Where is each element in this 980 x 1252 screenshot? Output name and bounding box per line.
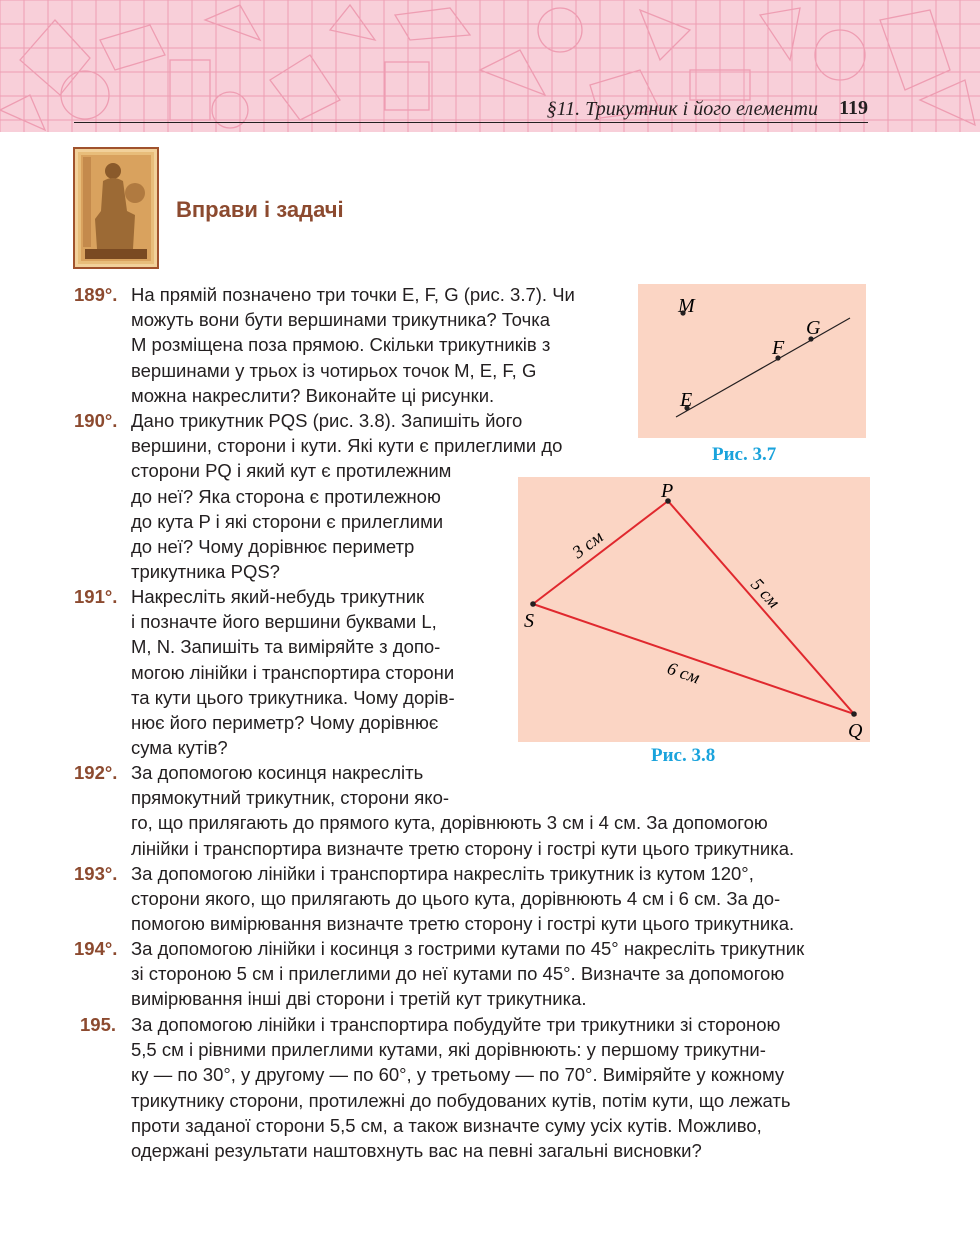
text-line: За допомогою лінійки і транспортира накресліть трикутник із кутом 120°,	[131, 863, 754, 884]
label-g: G	[806, 317, 821, 339]
text-line: прямокутний трикутник, сторони яко-	[131, 787, 450, 809]
text-line: сторони якого, що прилягають до цього кута, дорівнюють 4 см і 6 см. За до-	[131, 888, 781, 910]
text-line: сторони PQ і який кут є протилежним	[131, 460, 452, 482]
text-line: можна накреслити? Виконайте ці рисунки.	[131, 384, 495, 406]
text-line: вершини, сторони і кути. Які кути є прилеглими до	[131, 435, 563, 457]
text-line: трикутнику сторони, протилежні до побудованих кутів, потім кути, що лежать	[131, 1089, 791, 1111]
page-header-decoration	[0, 0, 980, 132]
text-line: го, що прилягають до прямого кута, дорівнюють 3 см і 4 см. За допомогою	[131, 812, 768, 834]
figure-3-7-caption: Рис. 3.7	[712, 444, 777, 465]
text-line: За допомогою косинця накресліть	[131, 762, 424, 783]
page-number: 119	[839, 97, 868, 119]
exercise-text	[131, 861, 868, 937]
text-line: та кути цього трикутника. Чому дорів-	[131, 686, 455, 708]
text-line: вершинами у трьох із чотирьох точок M, E, F, G	[131, 359, 537, 381]
text-line: лінійки і транспортира визначте третю сторону і гострі кути цього трикутника.	[131, 837, 795, 859]
exercise-number: 189°.	[74, 284, 118, 305]
exercise-number: 195.	[80, 1014, 117, 1035]
exercise-number: 193°.	[74, 863, 118, 884]
vertex-s	[530, 601, 536, 607]
text-line: трикутника PQS?	[131, 561, 280, 583]
text-line: 5,5 см і рівними прилеглими кутами, які дорівнюють: у першому трикутни-	[131, 1039, 766, 1061]
exercise-number: 192°.	[74, 762, 118, 783]
figure-3-7	[638, 284, 866, 438]
text-line: до неї? Яка сторона є протилежною	[131, 485, 441, 507]
exercise-text	[131, 936, 868, 1012]
line-efg	[676, 318, 850, 417]
text-line: могою лінійки і транспортира сторони	[131, 661, 455, 683]
exercise-number: 194°.	[74, 938, 118, 959]
figure-3-8	[518, 477, 870, 742]
text-line: За допомогою лінійки і косинця з гострими кутами по 45° накресліть трикутник	[131, 938, 805, 959]
section-title: Вправи і задачі	[176, 197, 344, 222]
side-sq-length: 6 см	[664, 657, 703, 688]
text-line: M розміщена поза прямою. Скільки трикутників з	[131, 334, 551, 356]
text-line: до неї? Чому дорівнює периметр	[131, 536, 415, 558]
text-line: можуть вони бути вершинами трикутника? Точка	[131, 309, 550, 331]
text-line: На прямій позначено три точки E, F, G (рис. 3.7). Чи	[131, 284, 575, 305]
vertex-q	[851, 711, 857, 717]
exercise-number: 191°.	[74, 586, 118, 607]
text-line: сума кутів?	[131, 737, 228, 759]
exercise-text	[131, 760, 868, 861]
figure-3-8-caption: Рис. 3.8	[651, 745, 716, 766]
label-q: Q	[848, 720, 863, 742]
label-e: E	[680, 389, 693, 411]
side-sp-length: 3 см	[568, 526, 607, 563]
text-line: одержані результати наштовхнуть вас на певні загальні висновки?	[131, 1140, 702, 1162]
text-line: помогою вимірювання визначте третю сторону і гострі кути цього трикутника.	[131, 913, 795, 935]
running-head	[74, 96, 868, 123]
side-pq-length: 5 см	[747, 574, 785, 612]
text-line: За допомогою лінійки і транспортира побудуйте три трикутники зі стороною	[131, 1014, 781, 1035]
text-line: проти заданої сторони 5,5 см, а також визначте суму усіх кутів. Можливо,	[131, 1114, 762, 1136]
exercise-number: 190°.	[74, 410, 118, 431]
text-line: M, N. Запишіть та виміряйте з допо-	[131, 636, 441, 658]
text-line: зі стороною 5 см і прилеглими до неї кутами по 45°. Визначте за допомогою	[131, 963, 785, 985]
section-emblem-image	[73, 147, 159, 269]
text-line: Дано трикутник PQS (рис. 3.8). Запишіть його	[131, 410, 523, 431]
exercise-text	[131, 584, 563, 760]
text-line: нює його периметр? Чому дорівнює	[131, 712, 439, 734]
running-title: §11. Трикутник і його елементи	[546, 98, 818, 120]
text-line: і позначте його вершини буквами L,	[131, 611, 437, 633]
exercise-text	[131, 1012, 868, 1163]
label-p: P	[661, 480, 674, 502]
label-f: F	[772, 337, 785, 359]
text-line: до кута P і які сторони є прилеглими	[131, 510, 444, 532]
text-line: ку — по 30°, у другому — по 60°, у третьому — по 70°. Виміряйте у кожному	[131, 1064, 785, 1086]
exercise-text	[131, 282, 682, 408]
label-m: M	[678, 295, 695, 317]
text-line: Накресліть який-небудь трикутник	[131, 586, 425, 607]
label-s: S	[524, 610, 534, 632]
text-line: вимірювання інші дві сторони і третій кут трикутника.	[131, 988, 587, 1010]
